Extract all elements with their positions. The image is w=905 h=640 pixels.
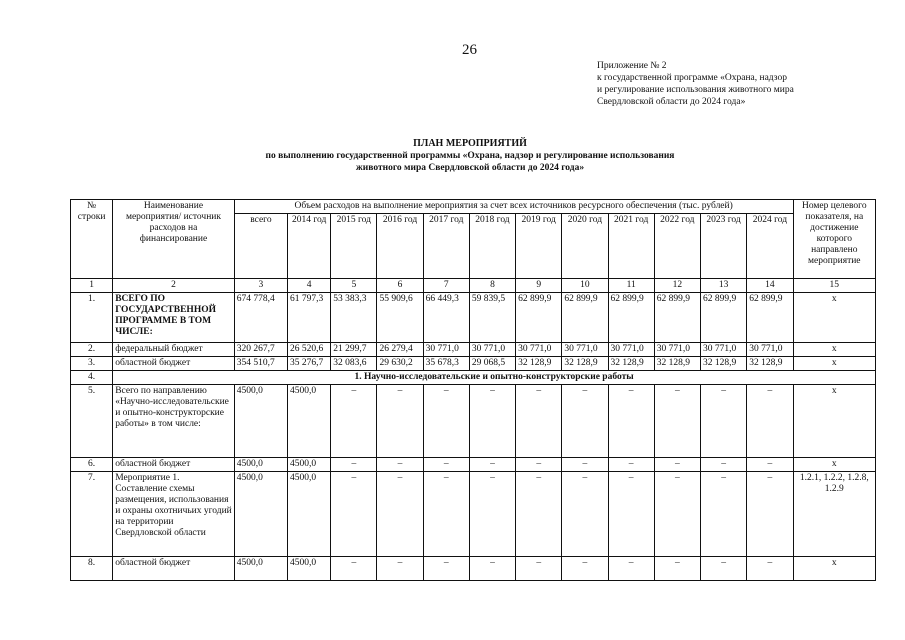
value-cell: – [608, 472, 654, 557]
header-volume: Объем расходов на выполнение мероприятия за счет всех источников ресурсного обеспечения (тыс. рублей) [234, 200, 793, 214]
value-cell: – [700, 458, 746, 472]
page-number: 26 [462, 42, 477, 58]
value-cell: – [700, 472, 746, 557]
value-cell: – [516, 557, 562, 581]
header-year: 2020 год [562, 214, 608, 279]
table-row [71, 357, 876, 371]
value-cell: 62 899,9 [516, 293, 562, 343]
value-cell: – [654, 385, 700, 458]
value-cell: – [331, 472, 377, 557]
column-number: 13 [700, 279, 746, 293]
target-cell: 1.2.1, 1.2.2, 1.2.8, 1.2.9 [793, 472, 875, 557]
header-name: Наименование мероприятия/ источник расходов на финансирование [113, 200, 235, 279]
value-cell: – [747, 557, 793, 581]
value-cell: – [562, 458, 608, 472]
header-year: 2017 год [423, 214, 469, 279]
row-number: 4. [71, 371, 113, 385]
value-cell: 354 510,7 [234, 357, 287, 371]
value-cell: 32 128,9 [608, 357, 654, 371]
column-number: 3 [234, 279, 287, 293]
value-cell: 4500,0 [288, 385, 331, 458]
column-number: 12 [654, 279, 700, 293]
table-row [71, 472, 876, 557]
value-cell: – [469, 472, 515, 557]
value-cell: 53 383,3 [331, 293, 377, 343]
table-row [71, 293, 876, 343]
value-cell: – [469, 385, 515, 458]
value-cell: – [562, 557, 608, 581]
column-number: 4 [288, 279, 331, 293]
value-cell: – [654, 472, 700, 557]
value-cell: – [654, 557, 700, 581]
row-name: областной бюджет [113, 557, 235, 581]
value-cell: 674 778,4 [234, 293, 287, 343]
row-name: Всего по направлению «Научно-исследовательские и опытно-конструкторские работы» в том числе: [113, 385, 235, 458]
value-cell: – [423, 385, 469, 458]
target-cell: x [793, 557, 875, 581]
value-cell: – [469, 557, 515, 581]
value-cell: 4500,0 [234, 385, 287, 458]
value-cell: – [331, 458, 377, 472]
header-year: 2018 год [469, 214, 515, 279]
value-cell: 32 128,9 [654, 357, 700, 371]
column-number: 15 [793, 279, 875, 293]
header-year: 2014 год [288, 214, 331, 279]
column-number: 9 [516, 279, 562, 293]
value-cell: – [516, 458, 562, 472]
title-line-2: по выполнению государственной программы «Охрана, надзор и регулирование использования [265, 151, 675, 161]
header-total: всего [234, 214, 287, 279]
value-cell: – [331, 385, 377, 458]
row-name: федеральный бюджет [113, 343, 235, 357]
value-cell: – [747, 385, 793, 458]
value-cell: 35 276,7 [288, 357, 331, 371]
value-cell: 55 909,6 [377, 293, 423, 343]
document-title [150, 138, 790, 174]
value-cell: 35 678,3 [423, 357, 469, 371]
value-cell: 66 449,3 [423, 293, 469, 343]
value-cell: 4500,0 [288, 458, 331, 472]
value-cell: 29 068,5 [469, 357, 515, 371]
row-name: областной бюджет [113, 458, 235, 472]
value-cell: 32 128,9 [700, 357, 746, 371]
header-year: 2024 год [747, 214, 793, 279]
header-year: 2022 год [654, 214, 700, 279]
appendix-line: Свердловской области до 2024 года» [597, 97, 746, 107]
value-cell: 32 083,6 [331, 357, 377, 371]
plan-table [70, 199, 876, 581]
target-cell: x [793, 343, 875, 357]
value-cell: 4500,0 [288, 472, 331, 557]
value-cell: 62 899,9 [608, 293, 654, 343]
value-cell: – [377, 472, 423, 557]
column-number: 11 [608, 279, 654, 293]
value-cell: 32 128,9 [516, 357, 562, 371]
row-number: 8. [71, 557, 113, 581]
value-cell: 62 899,9 [747, 293, 793, 343]
value-cell: 29 630,2 [377, 357, 423, 371]
value-cell: 4500,0 [288, 557, 331, 581]
value-cell: – [423, 458, 469, 472]
appendix-line: к государственной программе «Охрана, надзор [597, 73, 787, 83]
value-cell: – [608, 557, 654, 581]
value-cell: 59 839,5 [469, 293, 515, 343]
column-number: 6 [377, 279, 423, 293]
value-cell: – [469, 458, 515, 472]
target-cell: x [793, 293, 875, 343]
column-number: 1 [71, 279, 113, 293]
value-cell: – [747, 458, 793, 472]
value-cell: – [423, 472, 469, 557]
title-line-3: животного мира Свердловской области до 2024 года» [355, 163, 585, 173]
value-cell: – [331, 557, 377, 581]
value-cell: – [608, 458, 654, 472]
header-year: 2016 год [377, 214, 423, 279]
row-number: 6. [71, 458, 113, 472]
value-cell: – [377, 385, 423, 458]
appendix-note [597, 60, 794, 108]
value-cell: 32 128,9 [747, 357, 793, 371]
value-cell: 32 128,9 [562, 357, 608, 371]
row-number: 3. [71, 357, 113, 371]
column-number: 7 [423, 279, 469, 293]
value-cell: – [747, 472, 793, 557]
value-cell: 61 797,3 [288, 293, 331, 343]
title-line-1: ПЛАН МЕРОПРИЯТИЙ [413, 138, 527, 149]
header-year: 2021 год [608, 214, 654, 279]
value-cell: 30 771,0 [516, 343, 562, 357]
value-cell: 30 771,0 [747, 343, 793, 357]
table-row [71, 371, 876, 385]
column-number: 10 [562, 279, 608, 293]
appendix-line: и регулирование использования животного мира [597, 85, 794, 95]
value-cell: 62 899,9 [700, 293, 746, 343]
value-cell: 26 279,4 [377, 343, 423, 357]
value-cell: – [377, 557, 423, 581]
value-cell: 4500,0 [234, 472, 287, 557]
header-year: 2015 год [331, 214, 377, 279]
row-number: 7. [71, 472, 113, 557]
row-number: 1. [71, 293, 113, 343]
value-cell: 30 771,0 [654, 343, 700, 357]
column-number: 8 [469, 279, 515, 293]
value-cell: 320 267,7 [234, 343, 287, 357]
value-cell: – [516, 385, 562, 458]
value-cell: 30 771,0 [423, 343, 469, 357]
value-cell: 4500,0 [234, 458, 287, 472]
column-number: 14 [747, 279, 793, 293]
target-cell: x [793, 357, 875, 371]
row-number: 5. [71, 385, 113, 458]
row-name: Мероприятие 1. Составление схемы размещения, использования и охраны охотничьих угодий на территории Свердловской области [113, 472, 235, 557]
value-cell: 62 899,9 [654, 293, 700, 343]
target-cell: x [793, 458, 875, 472]
value-cell: – [608, 385, 654, 458]
value-cell: 62 899,9 [562, 293, 608, 343]
row-name: областной бюджет [113, 357, 235, 371]
target-cell: x [793, 385, 875, 458]
value-cell: – [377, 458, 423, 472]
value-cell: 4500,0 [234, 557, 287, 581]
header-year: 2019 год [516, 214, 562, 279]
appendix-line: Приложение № 2 [597, 61, 667, 71]
value-cell: 30 771,0 [562, 343, 608, 357]
header-row-no: № строки [71, 200, 113, 279]
value-cell: – [654, 458, 700, 472]
value-cell: – [423, 557, 469, 581]
value-cell: – [700, 557, 746, 581]
value-cell: – [562, 385, 608, 458]
value-cell: – [562, 472, 608, 557]
table-row [71, 458, 876, 472]
value-cell: 30 771,0 [469, 343, 515, 357]
column-number: 5 [331, 279, 377, 293]
value-cell: 30 771,0 [700, 343, 746, 357]
value-cell: 30 771,0 [608, 343, 654, 357]
value-cell: – [516, 472, 562, 557]
row-number: 2. [71, 343, 113, 357]
value-cell: – [700, 385, 746, 458]
value-cell: 26 520,6 [288, 343, 331, 357]
table-row [71, 343, 876, 357]
value-cell: 21 299,7 [331, 343, 377, 357]
section-heading: 1. Научно-исследовательские и опытно-конструкторские работы [113, 371, 876, 385]
row-name: ВСЕГО ПО ГОСУДАРСТВЕННОЙ ПРОГРАММЕ В ТОМ ЧИСЛЕ: [113, 293, 235, 343]
header-year: 2023 год [700, 214, 746, 279]
header-target: Номер целевого показателя, на достижение которого направлено мероприятие [793, 200, 875, 279]
table-row [71, 385, 876, 458]
table-row [71, 557, 876, 581]
column-number: 2 [113, 279, 235, 293]
